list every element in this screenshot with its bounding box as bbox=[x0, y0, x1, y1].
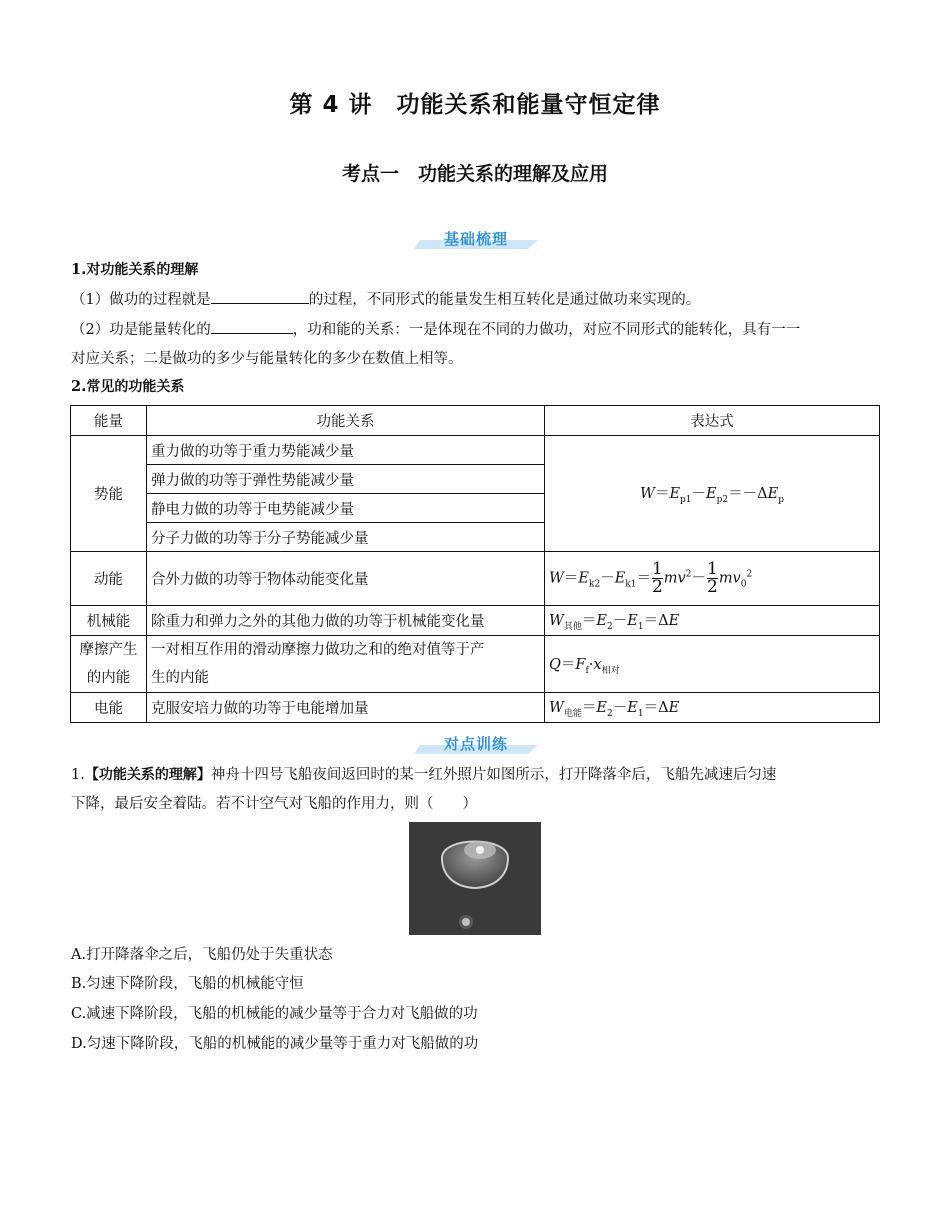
infrared-photo bbox=[409, 822, 541, 935]
mechanical-label: 机械能 bbox=[71, 606, 147, 636]
page-title: 第 4 讲 功能关系和能量守恒定律 bbox=[289, 92, 661, 118]
potential-label: 势能 bbox=[71, 436, 147, 552]
potential-expression: $W=E_{p1}-E_{p2}=-\Delta E_p$ bbox=[545, 436, 880, 552]
table-row bbox=[71, 436, 880, 465]
table-header-row bbox=[71, 406, 880, 436]
section1-paragraph2: （2）功是能量转化的 ，功和能的关系：一是体现在不同的力做功，对应不同形式的能转化，具有一一 bbox=[71, 318, 891, 341]
mechanical-expression: $W_{其他}=E_2-E_1=\Delta E$ bbox=[545, 606, 880, 636]
function-energy-table bbox=[70, 405, 880, 723]
relation-cell: 重力做的功等于重力势能减少量 bbox=[147, 436, 545, 465]
friction-label: 摩擦产生 的内能 bbox=[71, 636, 147, 693]
basics-banner-label: 基础梳理 bbox=[443, 230, 508, 248]
option-c[interactable]: C.减速下降阶段，飞船的机械能的减少量等于合力对飞船做的功 bbox=[71, 1006, 478, 1022]
question-stem: 1.【功能关系的理解】神舟十四号飞船夜间返回时的某一红外照片如图所示，打开降落伞后，飞船先减速后匀速 bbox=[71, 767, 777, 783]
basics-banner bbox=[414, 228, 538, 250]
question-tag: 【功能关系的理解】 bbox=[84, 767, 211, 783]
table-row bbox=[71, 693, 880, 723]
table-row bbox=[71, 636, 880, 693]
header-expression: 表达式 bbox=[545, 406, 880, 436]
header-energy: 能量 bbox=[71, 406, 147, 436]
relation-cell: 一对相互作用的滑动摩擦力做功之和的绝对值等于产 生的内能 bbox=[147, 636, 545, 693]
section2-heading: 2.常见的功能关系 bbox=[71, 378, 185, 395]
table-row bbox=[71, 606, 880, 636]
electric-expression: $W_{电能}=E_2-E_1=\Delta E$ bbox=[545, 693, 880, 723]
relation-cell: 合外力做的功等于物体动能变化量 bbox=[147, 552, 545, 606]
parachute-spacecraft-image bbox=[409, 822, 541, 935]
relation-cell: 除重力和弹力之外的其他力做的功等于机械能变化量 bbox=[147, 606, 545, 636]
kinetic-expression: $W=E_{k2}-E_{k1}=$ $\frac{1}{2}$ $mv^2-$ $\frac{1}{2}$ $mv_0^2$ bbox=[545, 552, 880, 606]
relation-cell: 静电力做的功等于电势能减少量 bbox=[147, 494, 545, 523]
section1-heading: 1.对功能关系的理解 bbox=[71, 261, 199, 278]
training-banner bbox=[414, 733, 538, 755]
option-b[interactable]: B.匀速下降阶段，飞船的机械能守恒 bbox=[71, 976, 304, 992]
fraction-half: $\frac{1}{2}$ bbox=[651, 559, 663, 597]
fraction-half: $\frac{1}{2}$ bbox=[706, 559, 718, 597]
relation-cell: 弹力做的功等于弹性势能减少量 bbox=[147, 465, 545, 494]
fill-blank-2[interactable] bbox=[211, 318, 293, 334]
section-subtitle: 考点一 功能关系的理解及应用 bbox=[341, 163, 608, 185]
kinetic-label: 动能 bbox=[71, 552, 147, 606]
relation-cell: 分子力做的功等于分子势能减少量 bbox=[147, 523, 545, 552]
section1-paragraph1: （1）做功的过程就是 的过程，不同形式的能量发生相互转化是通过做功来实现的。 bbox=[71, 288, 891, 311]
section1-paragraph2-cont: 对应关系；二是做功的多少与能量转化的多少在数值上相等。 bbox=[71, 351, 463, 367]
option-d[interactable]: D.匀速下降阶段，飞船的机械能的减少量等于重力对飞船做的功 bbox=[71, 1036, 479, 1052]
fill-blank-1[interactable] bbox=[211, 288, 309, 304]
friction-expression: $Q=F_f\cdot x_{相对}$ bbox=[545, 636, 880, 693]
header-relation: 功能关系 bbox=[147, 406, 545, 436]
training-banner-label: 对点训练 bbox=[443, 735, 508, 753]
option-a[interactable]: A.打开降落伞之后，飞船仍处于失重状态 bbox=[71, 947, 333, 963]
electric-label: 电能 bbox=[71, 693, 147, 723]
relation-cell: 克服安培力做的功等于电能增加量 bbox=[147, 693, 545, 723]
question-stem-cont: 下降，最后安全着陆。若不计空气对飞船的作用力，则（ ） bbox=[71, 796, 477, 812]
table-row bbox=[71, 552, 880, 606]
